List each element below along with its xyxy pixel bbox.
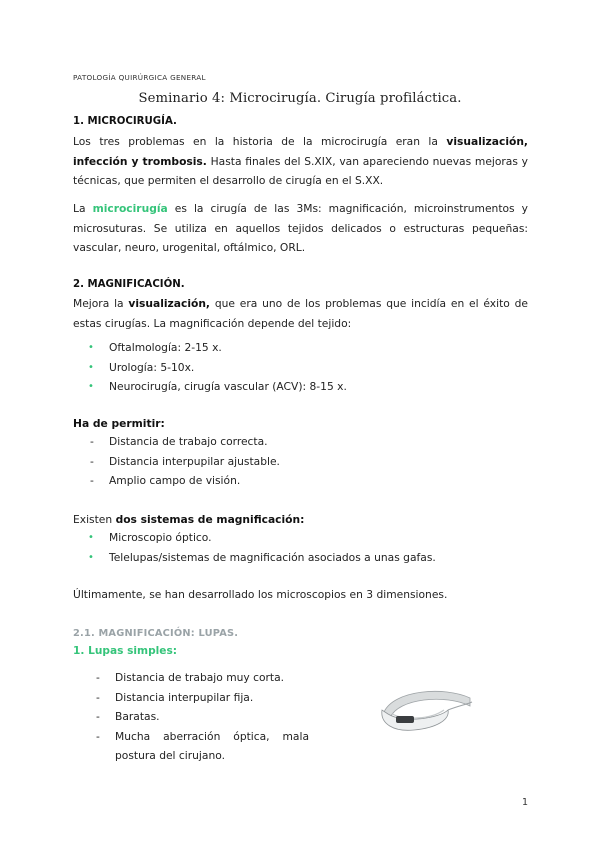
loupe-glasses-image [374, 680, 474, 738]
subsection-heading-lupas: 2.1. MAGNIFICACIÓN: LUPAS. [73, 628, 239, 639]
list-item: - Distancia de trabajo correcta. [88, 432, 280, 452]
section-heading-microcirugia: 1. MICROCIRUGÍA. [73, 116, 177, 127]
list-item: • Neurocirugía, cirugía vascular (ACV): 8-15 x. [88, 377, 347, 397]
list-item: - Mucha aberración óptica, mala postura del cirujano. [94, 727, 309, 766]
requirements-list [88, 432, 280, 491]
list-item: • Urología: 5-10x. [88, 358, 347, 378]
list-item: - Distancia interpupilar fija. [94, 688, 309, 708]
paragraph-3d: Últimamente, se han desarrollado los microscopios en 3 dimensiones. [73, 588, 448, 601]
text-run: es la cirugía de las 3Ms: magnificación, microinstrumentos y microsuturas. Se utiliza en aquellos tejidos delicados o estructuras pequeñas: vascular, neuro, urogenital, oftálmico, ORL. [73, 202, 528, 255]
text-run: Existen [73, 513, 116, 526]
lupas-list [94, 668, 309, 766]
subsection-title-lupas-simples: 1. Lupas simples: [73, 645, 178, 657]
list-item: • Telelupas/sistemas de magnificación asociados a unas gafas. [88, 548, 436, 568]
bold-run: dos sistemas de magnificación: [115, 513, 305, 526]
section-heading-magnificacion: 2. MAGNIFICACIÓN. [73, 279, 185, 290]
list-item: • Oftalmología: 2-15 x. [88, 338, 347, 358]
systems-list [88, 528, 436, 567]
page-number: 1 [522, 797, 529, 808]
text-run: Hasta finales del S.XIX, van apareciendo nuevas mejoras y técnicas, que permiten el desarrollo de cirugía en el S.XX. [73, 154, 528, 188]
text-run: Los tres problemas en la historia de la microcirugía eran la [73, 135, 447, 148]
paragraph-magnification [73, 294, 528, 333]
paragraph-definition [73, 199, 528, 258]
list-item: - Amplio campo de visión. [88, 471, 280, 491]
magnification-list [88, 338, 347, 397]
list-item: • Microscopio óptico. [88, 528, 436, 548]
highlight-term: microcirugía [92, 202, 168, 215]
bold-run: Ha de permitir: [73, 417, 165, 430]
paragraph-history [73, 132, 528, 191]
paragraph-systems [73, 510, 528, 530]
list-item: - Distancia interpupilar ajustable. [88, 452, 280, 472]
text-run: La [73, 202, 93, 215]
requirements-heading [73, 414, 528, 434]
page-title: Seminario 4: Microcirugía. Cirugía profiláctica. [138, 91, 462, 106]
bold-run: visualización, [128, 297, 210, 310]
text-run: que era uno de los problemas que incidía en el éxito de estas cirugías. La magnificación depende del tejido: [73, 297, 529, 330]
bold-run: visualización, infección y trombosis. [73, 135, 528, 168]
list-item: - Baratas. [94, 707, 309, 727]
list-item: - Distancia de trabajo muy corta. [94, 668, 309, 688]
running-header: PATOLOGÍA QUIRÚRGICA GENERAL [73, 73, 206, 82]
text-run: Mejora la [73, 297, 129, 310]
